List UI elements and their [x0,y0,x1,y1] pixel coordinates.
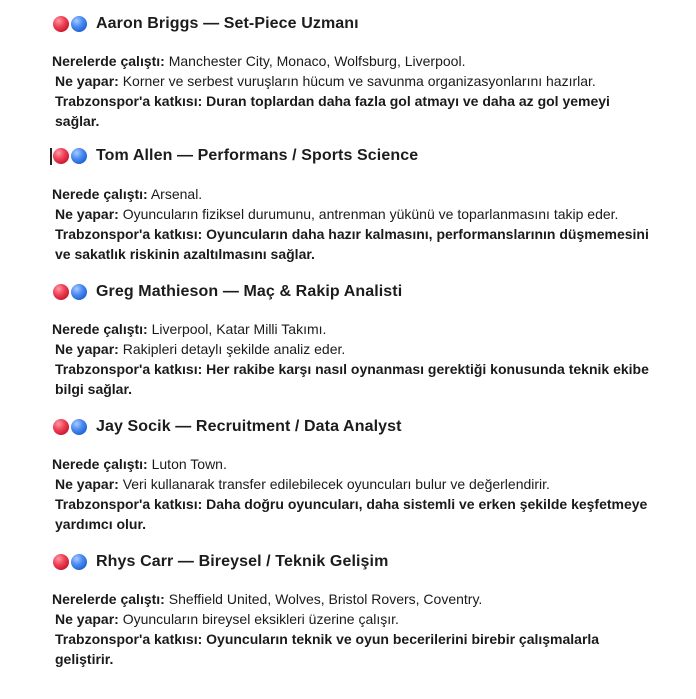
blue-circle-icon [71,16,87,32]
contribution-label: Trabzonspor'a katkısı: [55,226,203,242]
contribution-label: Trabzonspor'a katkısı: [55,496,203,512]
where-worked-label: Nerede çalıştı: [52,321,148,337]
where-worked-label: Nerede çalıştı: [52,456,148,472]
what-does-label: Ne yapar: [55,73,119,89]
what-does-value: Rakipleri detaylı şekilde analiz eder. [118,341,346,357]
blue-circle-icon [71,284,87,300]
section-body [52,319,652,399]
section-body [52,454,652,534]
what-does-line [52,204,652,224]
red-circle-icon [53,554,69,570]
contribution-line [52,224,652,264]
what-does-line [52,339,652,359]
contribution-label: Trabzonspor'a katkısı: [55,93,203,109]
section-heading [53,281,402,303]
section-title: Tom Allen — Performans / Sports Science [96,147,419,164]
where-worked-line [52,454,652,474]
where-worked-label: Nerelerde çalıştı: [52,53,165,69]
what-does-label: Ne yapar: [55,611,119,627]
section-body [52,184,652,264]
where-worked-line [52,319,652,339]
where-worked-label: Nerelerde çalıştı: [52,591,165,607]
section-title: Aaron Briggs — Set-Piece Uzmanı [96,15,359,32]
red-circle-icon [53,419,69,435]
section-title: Jay Socik — Recruitment / Data Analyst [96,418,402,435]
section-heading [53,13,359,35]
where-worked-line [52,589,652,609]
red-circle-icon [53,284,69,300]
where-worked-value: Liverpool, Katar Milli Takımı. [147,321,327,337]
text-cursor [50,148,52,165]
what-does-value: Korner ve serbest vuruşların hücum ve savunma organizasyonlarını hazırlar. [118,73,596,89]
blue-circle-icon [71,419,87,435]
contribution-value: Her rakibe karşı nasıl oynanması gerektiği konusunda teknik ekibe bilgi sağlar. [55,361,649,397]
red-circle-icon [53,16,69,32]
contribution-label: Trabzonspor'a katkısı: [55,361,203,377]
what-does-value: Oyuncuların fiziksel durumunu, antrenman yükünü ve toparlanmasını takip eder. [118,206,619,222]
where-worked-value: Luton Town. [147,456,227,472]
what-does-line [52,71,652,91]
section-body [52,589,652,669]
contribution-line [52,91,652,131]
blue-circle-icon [71,148,87,164]
where-worked-value: Manchester City, Monaco, Wolfsburg, Liverpool. [164,53,466,69]
what-does-label: Ne yapar: [55,341,119,357]
blue-circle-icon [71,554,87,570]
contribution-line [52,494,652,534]
section-title: Greg Mathieson — Maç & Rakip Analisti [96,283,403,300]
red-circle-icon [53,148,69,164]
what-does-line [52,609,652,629]
contribution-value: Oyuncuların teknik ve oyun becerilerini birebir çalışmalarla geliştirir. [55,631,600,667]
what-does-value: Veri kullanarak transfer edilebilecek oyuncuları bulur ve değerlendirir. [118,476,550,492]
section-heading [53,551,388,573]
where-worked-label: Nerede çalıştı: [52,186,148,202]
contribution-line [52,359,652,399]
where-worked-line [52,51,652,71]
contribution-value: Oyuncuların daha hazır kalmasını, performanslarının düşmemesini ve sakatlık riskinin azaltılmasını sağlar. [55,226,649,262]
section-title: Rhys Carr — Bireysel / Teknik Gelişim [96,553,389,570]
contribution-value: Daha doğru oyuncuları, daha sistemli ve erken şekilde keşfetmeye yardımcı olur. [55,496,648,532]
contribution-line [52,629,652,669]
what-does-label: Ne yapar: [55,476,119,492]
what-does-value: Oyuncuların bireysel eksikleri üzerine çalışır. [118,611,399,627]
where-worked-value: Arsenal. [147,186,203,202]
contribution-label: Trabzonspor'a katkısı: [55,631,203,647]
section-body [52,51,652,131]
section-heading [53,416,402,438]
where-worked-value: Sheffield United, Wolves, Bristol Rovers, Coventry. [164,591,483,607]
contribution-value: Duran toplardan daha fazla gol atmayı ve daha az gol yemeyi sağlar. [55,93,610,129]
where-worked-line [52,184,652,204]
section-heading [53,145,418,167]
what-does-label: Ne yapar: [55,206,119,222]
what-does-line [52,474,652,494]
